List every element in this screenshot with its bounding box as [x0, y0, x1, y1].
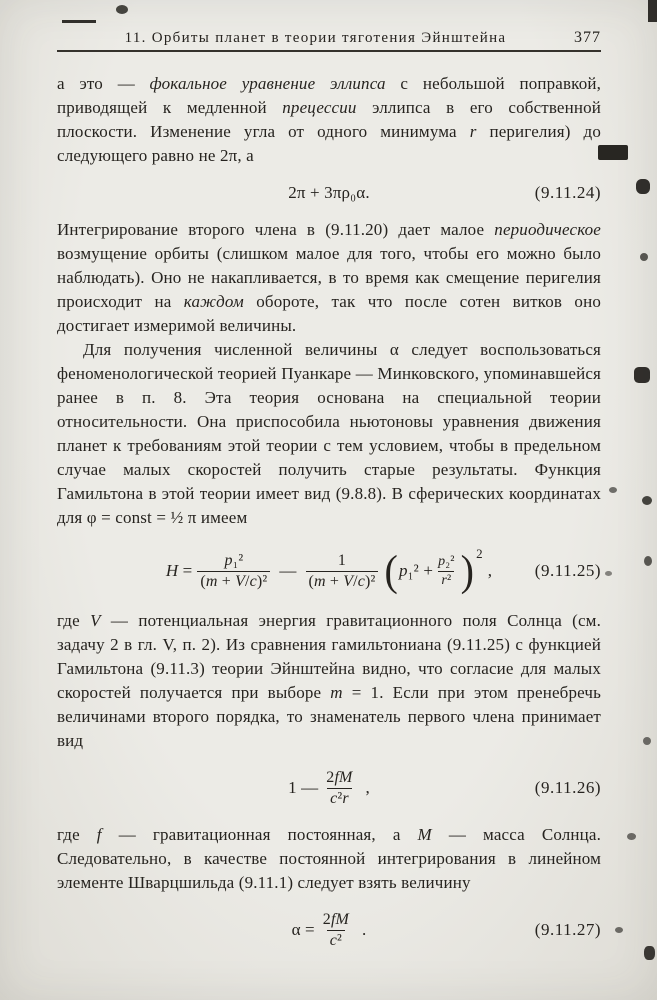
equation-number: (9.11.25) — [534, 561, 601, 580]
fraction — [197, 552, 270, 591]
fraction-numerator: p₁² — [224, 551, 244, 569]
paren-content: p₁² + — [398, 561, 434, 580]
fraction-numerator: 1 — [337, 551, 347, 569]
fraction-denominator: c²r — [327, 788, 352, 808]
scan-artifact — [636, 179, 650, 194]
scan-artifact — [615, 927, 623, 933]
scan-artifact — [598, 145, 628, 160]
fraction-denominator: (m + V/c)² — [306, 571, 379, 591]
fraction — [435, 554, 458, 588]
equation-9-11-26 — [57, 764, 601, 812]
page-content — [57, 72, 601, 965]
scan-artifact — [62, 20, 96, 23]
fraction — [320, 911, 352, 950]
equation-number: (9.11.24) — [534, 183, 601, 202]
fraction-denominator: c² — [327, 930, 345, 950]
equation-lhs: α = — [291, 920, 315, 939]
fraction-numerator: 2fM — [322, 910, 350, 928]
equation-9-11-27 — [57, 906, 601, 954]
scan-artifact — [644, 946, 655, 960]
fraction-numerator: 2fM — [326, 768, 353, 786]
paragraph-4: где V — потенциальная энергия гравитационного поля Солнца (см. задачу 2 в гл. V, п. 2). Из сравнения гамильтониана (9.11.25) с функцией Гамильтона (9.11.3) теории Эйнштейна видно, что согласие для малых скоростей получается при выборе m = 1. Если при этом пренебречь величинами второго порядка, то знаменатель первого члена принимает вид — [57, 611, 601, 750]
fraction-denominator: (m + V/c)² — [197, 571, 270, 591]
scan-artifact — [640, 253, 648, 261]
minus-sign: — — [279, 561, 297, 580]
equation-punctuation: , — [365, 778, 370, 797]
equation-9-11-25: H = $\frac{\text{p₁²}}{\text{(m + V/c)²}}$ — $\frac{1}{\text{(m + V/c)²}}$ ( p₁² + $\frac{\text{p₂²}}{\text{r²}}$ ) 2 , (9.11.25) — [57, 543, 601, 599]
fraction — [323, 769, 355, 808]
running-title: 11. Орбиты планет в теории тяготения Эйнштейна — [124, 30, 507, 46]
equation-lhs: H = — [165, 561, 193, 580]
equation-punctuation: . — [362, 920, 367, 939]
scan-artifact — [605, 571, 612, 576]
paragraph-2: Интегрирование второго члена в (9.11.20) дает малое периодическое возмущение орбиты (слишком малое для того, чтобы его можно было наблюдать). Оно не накапливается, в то время как смещение перигелия происходит на каждом обороте, так что после сотен витков оно достигает измеримой величины. — [57, 220, 601, 335]
scan-artifact — [644, 556, 652, 566]
scan-artifact — [116, 5, 128, 14]
equation-punctuation: , — [487, 561, 493, 580]
page-header — [57, 29, 601, 47]
scan-artifact — [634, 367, 650, 383]
exponent: 2 — [476, 546, 483, 561]
equation-9-11-24 — [57, 177, 601, 209]
scan-artifact — [609, 487, 617, 493]
fraction-denominator: r² — [438, 571, 454, 588]
fraction — [306, 552, 379, 591]
equation-lhs: 1 — — [288, 778, 319, 797]
equation-body: 2π + 3πρ₀α. — [288, 183, 370, 202]
fraction-numerator: p₂² — [438, 554, 455, 570]
paragraph-1: а это — фокальное уравнение эллипса с небольшой поправкой, приводящей к медленной прецессии эллипса в его собственной плоскости. Изменение угла от одного минимума r перигелия) до следующего равно не 2π, а — [57, 74, 602, 165]
scan-artifact — [643, 737, 651, 745]
equation-number: (9.11.27) — [534, 920, 601, 939]
paragraph-5: где f — гравитационная постоянная, а M — масса Солнца. Следовательно, в качестве постоянной интегрирования в линейном элементе Шварцшильда (9.11.1) следует взять величину — [57, 825, 601, 892]
scan-artifact — [648, 0, 657, 22]
page-number: 377 — [574, 29, 601, 46]
scan-artifact — [627, 833, 636, 840]
paragraph-3: Для получения численной величины α следует воспользоваться феноменологической теорией Пуанкаре — Минковского, упоминавшейся ранее в п. 8. Эта теория основана на специальной теории относительности. Она приспособила ньютоновы уравнения движения планет к требованиям этой теории с тем условием, чтобы в предельном случае малых скоростей получить старые результаты. Функция Гамильтона в этой теории имеет вид (9.8.8). В сферических координатах для φ = const = ½ π имеем — [57, 340, 601, 527]
header-rule — [57, 50, 601, 52]
scan-artifact — [642, 496, 652, 505]
equation-number: (9.11.26) — [534, 778, 601, 797]
